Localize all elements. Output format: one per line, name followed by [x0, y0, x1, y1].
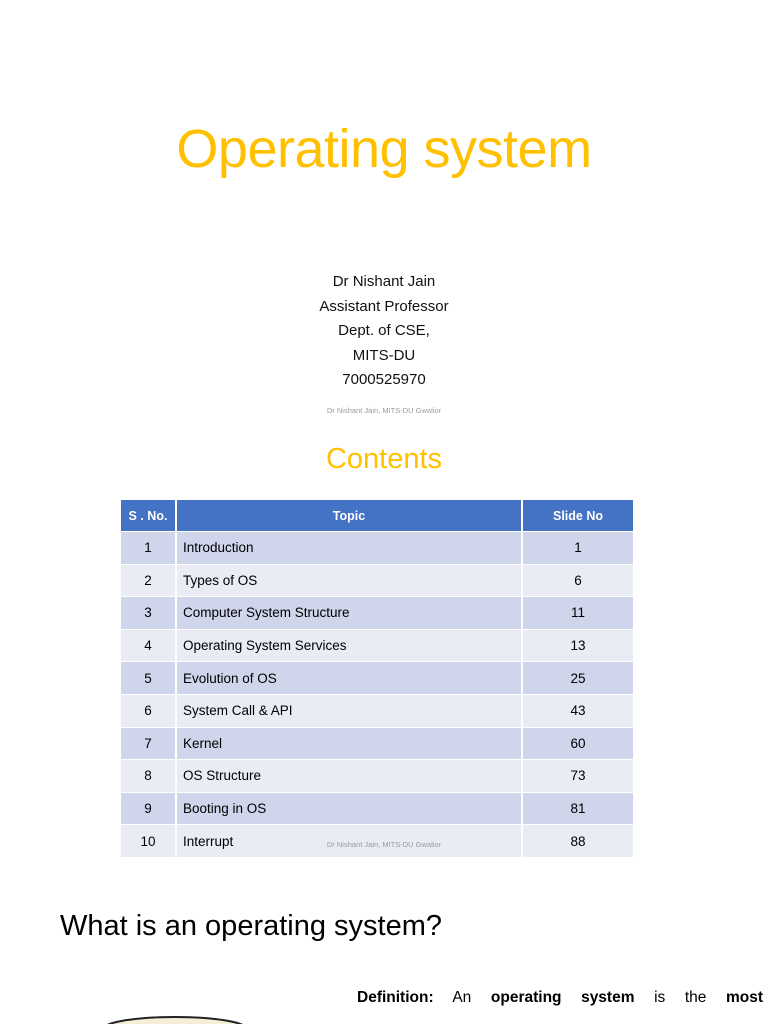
row-slide-number: 81: [522, 792, 633, 825]
table-row: [121, 564, 633, 597]
row-topic: Evolution of OS: [176, 662, 522, 695]
author-name: Dr Nishant Jain: [332, 273, 436, 290]
row-serial-number: 9: [121, 792, 176, 825]
row-topic: System Call & API: [176, 694, 522, 727]
row-serial-number: 8: [121, 760, 176, 793]
diagram-image: [95, 1013, 255, 1024]
row-slide-number: 43: [522, 694, 633, 727]
table-row: [121, 760, 633, 793]
author-block: [0, 270, 768, 393]
slide-footer: Dr Nishant Jain, MITS-DU Gwalior: [326, 406, 442, 415]
slide-heading: What is an operating system?: [60, 910, 443, 942]
row-slide-number: 1: [522, 532, 633, 565]
row-slide-number: 11: [522, 597, 633, 630]
row-serial-number: 6: [121, 694, 176, 727]
definition-term: operating system: [490, 989, 635, 1006]
author-institution: MITS-DU: [352, 346, 416, 364]
row-slide-number: 88: [522, 825, 633, 857]
definition-label: Definition:: [357, 989, 434, 1006]
header-topic: Topic: [176, 500, 522, 532]
cropped-text-line: [357, 1015, 763, 1024]
row-topic: Computer System Structure: [176, 597, 522, 630]
row-slide-number: 13: [522, 629, 633, 662]
row-slide-number: 60: [522, 727, 633, 760]
header-serial-number: S . No.: [121, 500, 176, 532]
definition-slide: [0, 875, 768, 1024]
author-phone: 7000525970: [342, 371, 426, 388]
row-topic: Booting in OS: [176, 792, 522, 825]
presentation-title: Operating system: [176, 119, 592, 179]
definition-text: [357, 987, 763, 1009]
row-slide-number: 73: [522, 760, 633, 793]
row-serial-number: 2: [121, 564, 176, 597]
row-topic: OS Structure: [176, 760, 522, 793]
row-topic: Kernel: [176, 727, 522, 760]
contents-table: [121, 500, 633, 857]
row-serial-number: 5: [121, 662, 176, 695]
row-serial-number: 1: [121, 532, 176, 565]
table-row: [121, 629, 633, 662]
slide-footer: Dr Nishant Jain, MITS-DU Gwalior: [326, 840, 442, 849]
row-serial-number: 3: [121, 597, 176, 630]
row-topic: Operating System Services: [176, 629, 522, 662]
row-serial-number: 7: [121, 727, 176, 760]
row-topic: Introduction: [176, 532, 522, 565]
row-slide-number: 25: [522, 662, 633, 695]
author-position: Assistant Professor: [319, 297, 449, 315]
row-topic: Interrupt: [176, 825, 522, 857]
table-row: [121, 727, 633, 760]
table-row: [121, 662, 633, 695]
row-serial-number: 10: [121, 825, 176, 857]
row-serial-number: 4: [121, 629, 176, 662]
definition-word-bold: most: [725, 989, 764, 1006]
title-slide: [0, 0, 768, 425]
author-department: Dept. of CSE,: [338, 322, 430, 339]
header-slide-number: Slide No: [522, 500, 633, 532]
table-row: [121, 792, 633, 825]
table-row: [121, 597, 633, 630]
table-row: [121, 532, 633, 565]
row-slide-number: 6: [522, 564, 633, 597]
definition-word: An: [452, 989, 472, 1006]
definition-word: is the: [654, 989, 707, 1006]
table-header-row: [121, 500, 633, 532]
contents-slide: [0, 425, 768, 875]
contents-title: Contents: [325, 443, 443, 475]
row-topic: Types of OS: [176, 564, 522, 597]
table-row: [121, 694, 633, 727]
